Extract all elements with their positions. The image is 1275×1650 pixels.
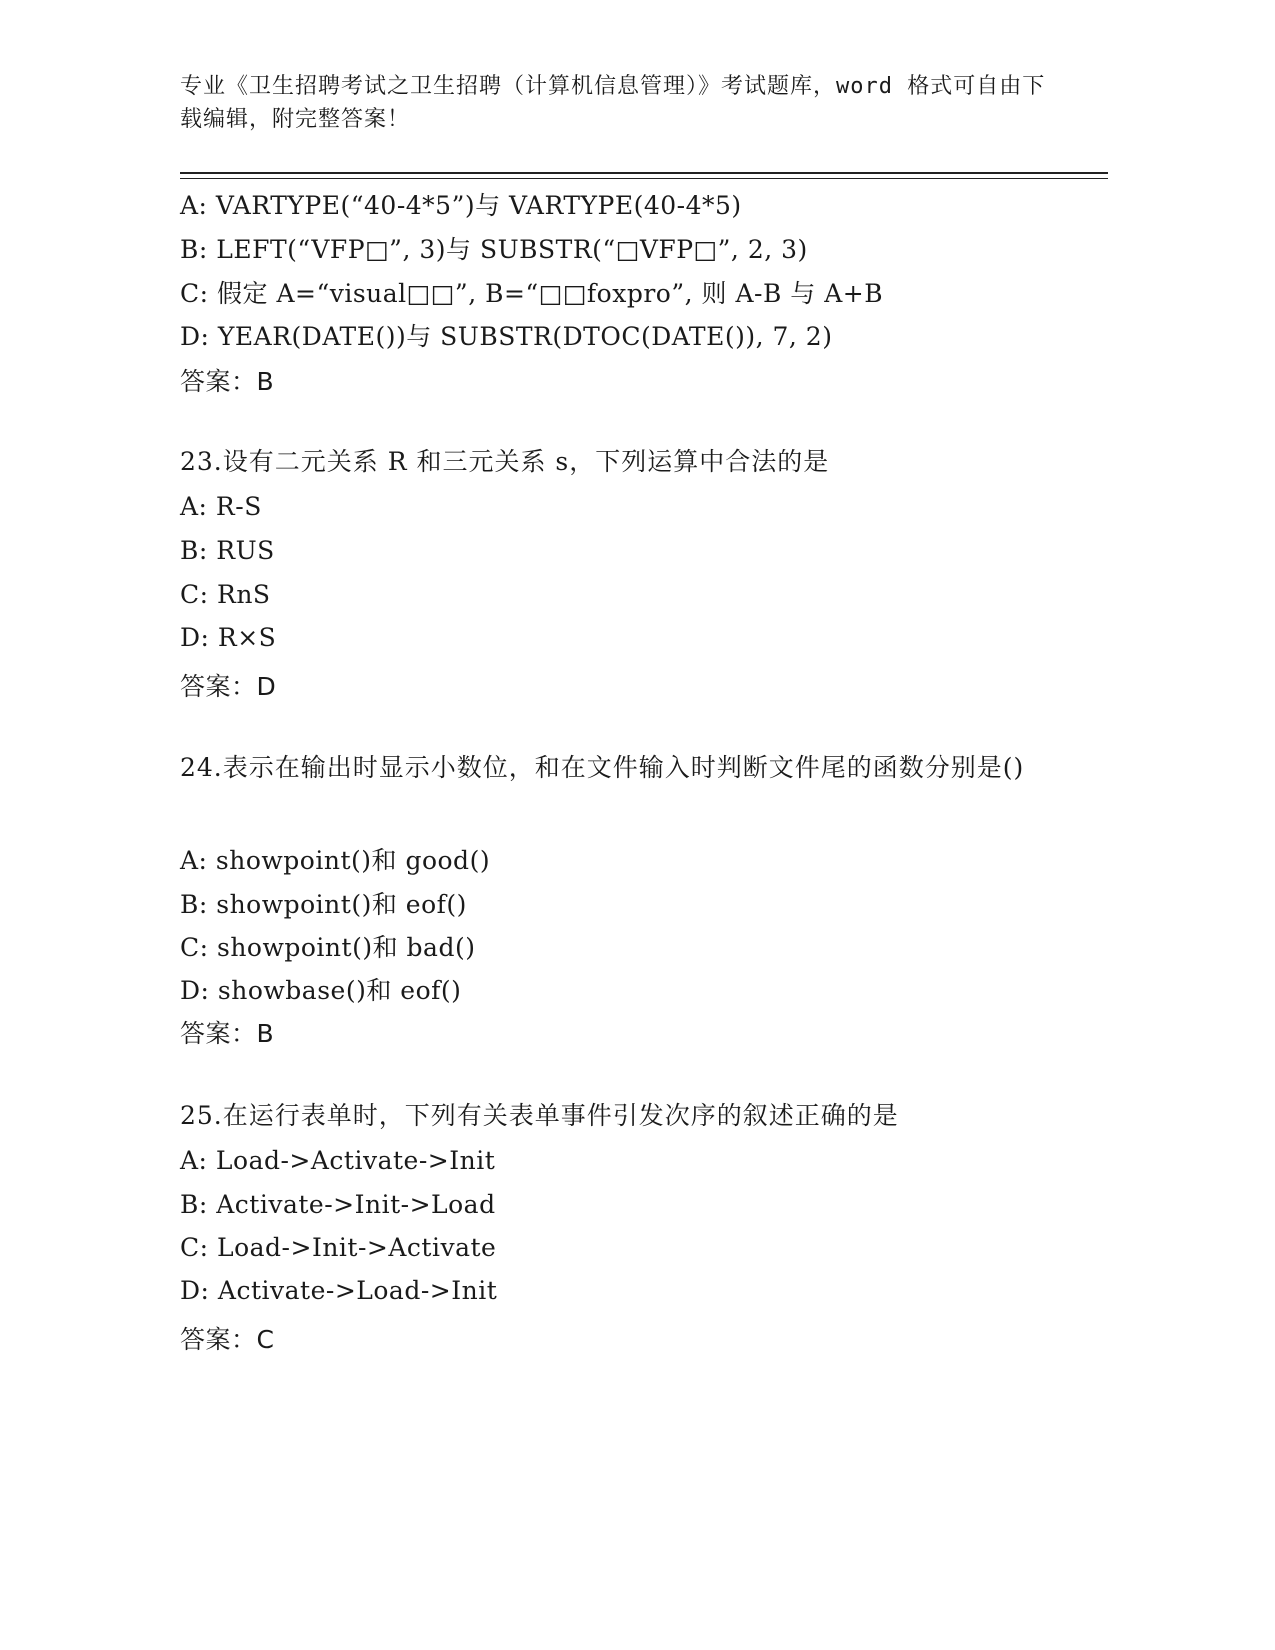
q25-option-d: D: Activate->Load->Init xyxy=(180,1276,498,1305)
header-divider-thin xyxy=(180,178,1108,179)
header-divider-thick xyxy=(180,172,1108,174)
q24-option-c: C: showpoint()和 bad() xyxy=(180,933,476,962)
q22-answer: 答案：B xyxy=(180,367,275,396)
q23-option-c: C: RnS xyxy=(180,580,271,609)
q24-option-a: A: showpoint()和 good() xyxy=(180,846,491,875)
q25-option-a: A: Load->Activate->Init xyxy=(180,1146,496,1175)
page-header-note: 专业《卫生招聘考试之卫生招聘（计算机信息管理）》考试题库，word 格式可自由下载编辑，附完整答案！ xyxy=(180,74,1046,132)
q22-option-c: C: 假定 A=“visual□□”, B=“□□foxpro”, 则 A-B 与 A+B xyxy=(180,279,884,308)
q23-option-b: B: RUS xyxy=(180,536,275,565)
q25-option-b: B: Activate->Init->Load xyxy=(180,1190,496,1219)
q25-option-c: C: Load->Init->Activate xyxy=(180,1233,497,1262)
q22-option-b: B: LEFT(“VFP□”, 3)与 SUBSTR(“□VFP□”, 2, 3) xyxy=(180,235,808,264)
q24-option-d: D: showbase()和 eof() xyxy=(180,976,462,1005)
q23-answer: 答案：D xyxy=(180,672,277,701)
q23-question: 23.设有二元关系 R 和三元关系 s，下列运算中合法的是 xyxy=(180,447,830,476)
q24-question: 24.表示在输出时显示小数位，和在文件输入时判断文件尾的函数分别是() xyxy=(180,753,1025,782)
q22-option-d: D: YEAR(DATE())与 SUBSTR(DTOC(DATE()), 7, 2) xyxy=(180,322,833,351)
q25-question: 25.在运行表单时，下列有关表单事件引发次序的叙述正确的是 xyxy=(180,1101,899,1130)
q22-option-a: A: VARTYPE(“40-4*5”)与 VARTYPE(40-4*5) xyxy=(180,191,742,220)
q23-option-d: D: R×S xyxy=(180,623,277,652)
q25-answer: 答案：C xyxy=(180,1325,275,1354)
q24-option-b: B: showpoint()和 eof() xyxy=(180,890,467,919)
q24-answer: 答案：B xyxy=(180,1019,275,1048)
q23-option-a: A: R-S xyxy=(180,492,262,521)
